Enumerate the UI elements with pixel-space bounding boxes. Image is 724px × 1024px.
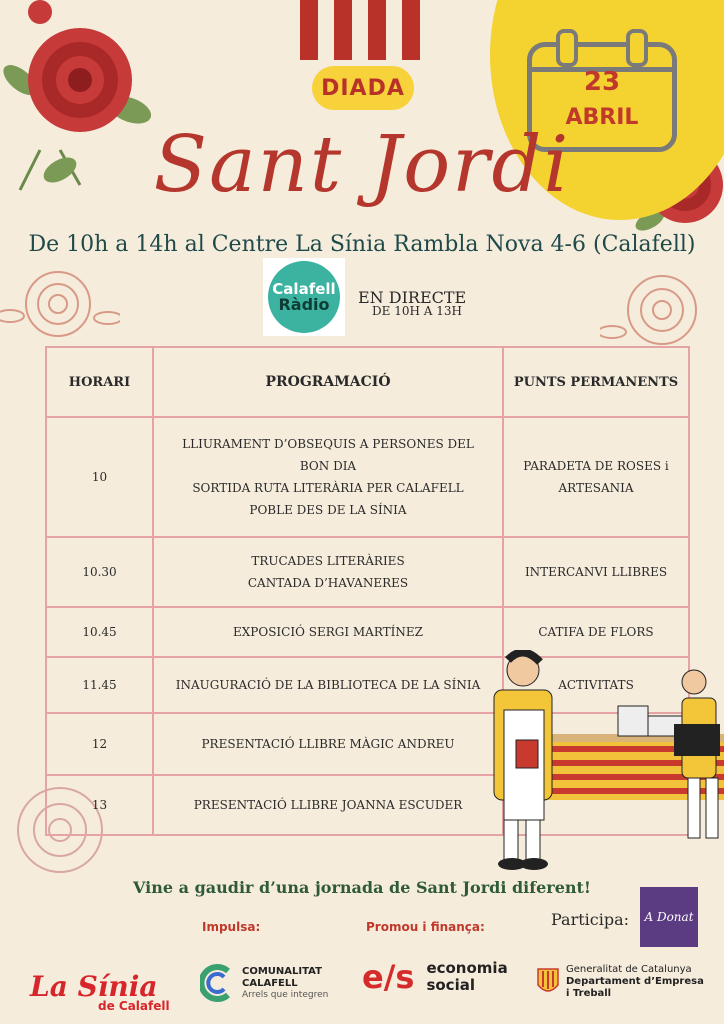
impulsa-label: Impulsa: bbox=[202, 920, 261, 934]
row-program bbox=[153, 537, 503, 607]
radio-logo-line1: Calafell bbox=[272, 279, 336, 298]
program-line: BON DIA bbox=[299, 459, 357, 473]
program-line: PRESENTACIÓ LLIBRE MÀGIC ANDREU bbox=[201, 737, 455, 751]
stripe bbox=[300, 0, 318, 60]
economia-social-logo bbox=[362, 958, 508, 996]
radio-logo bbox=[263, 258, 345, 336]
adonat-logo: A Donat bbox=[640, 887, 698, 947]
row-time: 13 bbox=[46, 775, 153, 835]
rose-outline-left-icon bbox=[0, 256, 120, 346]
economia-social-mark: e/s bbox=[362, 958, 415, 996]
generalitat-logo bbox=[536, 964, 704, 1000]
permanent-line: ACTIVITATS bbox=[558, 678, 634, 692]
comunalitat-mark-icon bbox=[200, 963, 234, 1003]
program-line: INAUGURACIÓ DE LA BIBLIOTECA DE LA SÍNIA bbox=[175, 678, 481, 692]
generalitat-line3: i Treball bbox=[566, 988, 612, 999]
permanent-line: CATIFA DE FLORS bbox=[538, 625, 654, 639]
participa-label: Participa: bbox=[551, 910, 630, 929]
program-line: CANTADA D’HAVANERES bbox=[247, 576, 409, 590]
row-permanent bbox=[503, 417, 689, 537]
page-title: Sant Jordi bbox=[153, 120, 571, 210]
generalitat-line2: Departament d’Empresa bbox=[566, 976, 704, 987]
book-stall-illustration-icon bbox=[468, 650, 724, 880]
stripe bbox=[402, 0, 420, 60]
stripe bbox=[368, 0, 386, 60]
permanent-line: PARADETA DE ROSES i bbox=[523, 459, 669, 473]
row-time: 10.45 bbox=[46, 607, 153, 657]
permanent-line: INTERCANVI LLIBRES bbox=[524, 565, 668, 579]
row-program bbox=[153, 713, 503, 775]
program-line: PRESENTACIÓ LLIBRE JOANNA ESCUDER bbox=[193, 798, 463, 812]
row-permanent bbox=[503, 537, 689, 607]
flag-stripes bbox=[300, 0, 420, 60]
header-time: HORARI bbox=[46, 347, 153, 417]
row-program bbox=[153, 657, 503, 713]
table-row bbox=[46, 417, 689, 537]
row-time: 10 bbox=[46, 417, 153, 537]
diada-badge: DIADA bbox=[312, 66, 414, 110]
rose-outline-right-icon bbox=[600, 262, 724, 356]
generalitat-line1: Generalitat de Catalunya bbox=[566, 964, 692, 975]
program-line: LLIURAMENT D’OBSEQUIS A PERSONES DEL bbox=[182, 437, 474, 451]
permanent-line: ARTESANIA bbox=[558, 481, 634, 495]
comunalitat-tagline: Arrels que integren bbox=[242, 990, 329, 1000]
row-time: 10.30 bbox=[46, 537, 153, 607]
header-permanent: PUNTS PERMANENTS bbox=[503, 347, 689, 417]
comunalitat-line1: COMUNALITAT bbox=[242, 966, 322, 977]
row-time: 11.45 bbox=[46, 657, 153, 713]
call-to-action: Vine a gaudir d’una jornada de Sant Jordi diferent! bbox=[133, 878, 591, 897]
row-program bbox=[153, 417, 503, 537]
la-sinia-logo-subtext: de Calafell bbox=[98, 999, 170, 1013]
radio-live-hours: DE 10H A 13H bbox=[372, 304, 462, 318]
program-line: EXPOSICIÓ SERGI MARTÍNEZ bbox=[232, 625, 424, 639]
table-row bbox=[46, 537, 689, 607]
economia-line1: economia bbox=[426, 959, 508, 977]
table-header-row bbox=[46, 347, 689, 417]
radio-logo-line2: Ràdio bbox=[278, 294, 330, 314]
event-subtitle: De 10h a 14h al Centre La Sínia Rambla Nova 4-6 (Calafell) bbox=[28, 232, 696, 257]
comunalitat-logo bbox=[200, 963, 328, 1003]
row-program bbox=[153, 775, 503, 835]
economia-line2: social bbox=[426, 976, 475, 994]
generalitat-shield-icon bbox=[536, 967, 560, 997]
row-program bbox=[153, 607, 503, 657]
comunalitat-line2: CALAFELL bbox=[242, 978, 298, 989]
la-sinia-logo bbox=[30, 970, 170, 1013]
program-line: SORTIDA RUTA LITERÀRIA PER CALAFELL bbox=[192, 481, 464, 495]
la-sinia-logo-text: La Sínia bbox=[30, 970, 158, 1003]
calendar-day: 23 bbox=[583, 67, 621, 97]
row-time: 12 bbox=[46, 713, 153, 775]
stripe bbox=[334, 0, 352, 60]
radio-live-label: EN DIRECTE bbox=[358, 288, 467, 307]
program-line: POBLE DES DE LA SÍNIA bbox=[249, 503, 407, 517]
program-line: TRUCADES LITERÀRIES bbox=[251, 554, 405, 568]
header-program: PROGRAMACIÓ bbox=[153, 347, 503, 417]
promou-label: Promou i finança: bbox=[366, 920, 485, 934]
calendar-month: ABRIL bbox=[565, 105, 639, 130]
